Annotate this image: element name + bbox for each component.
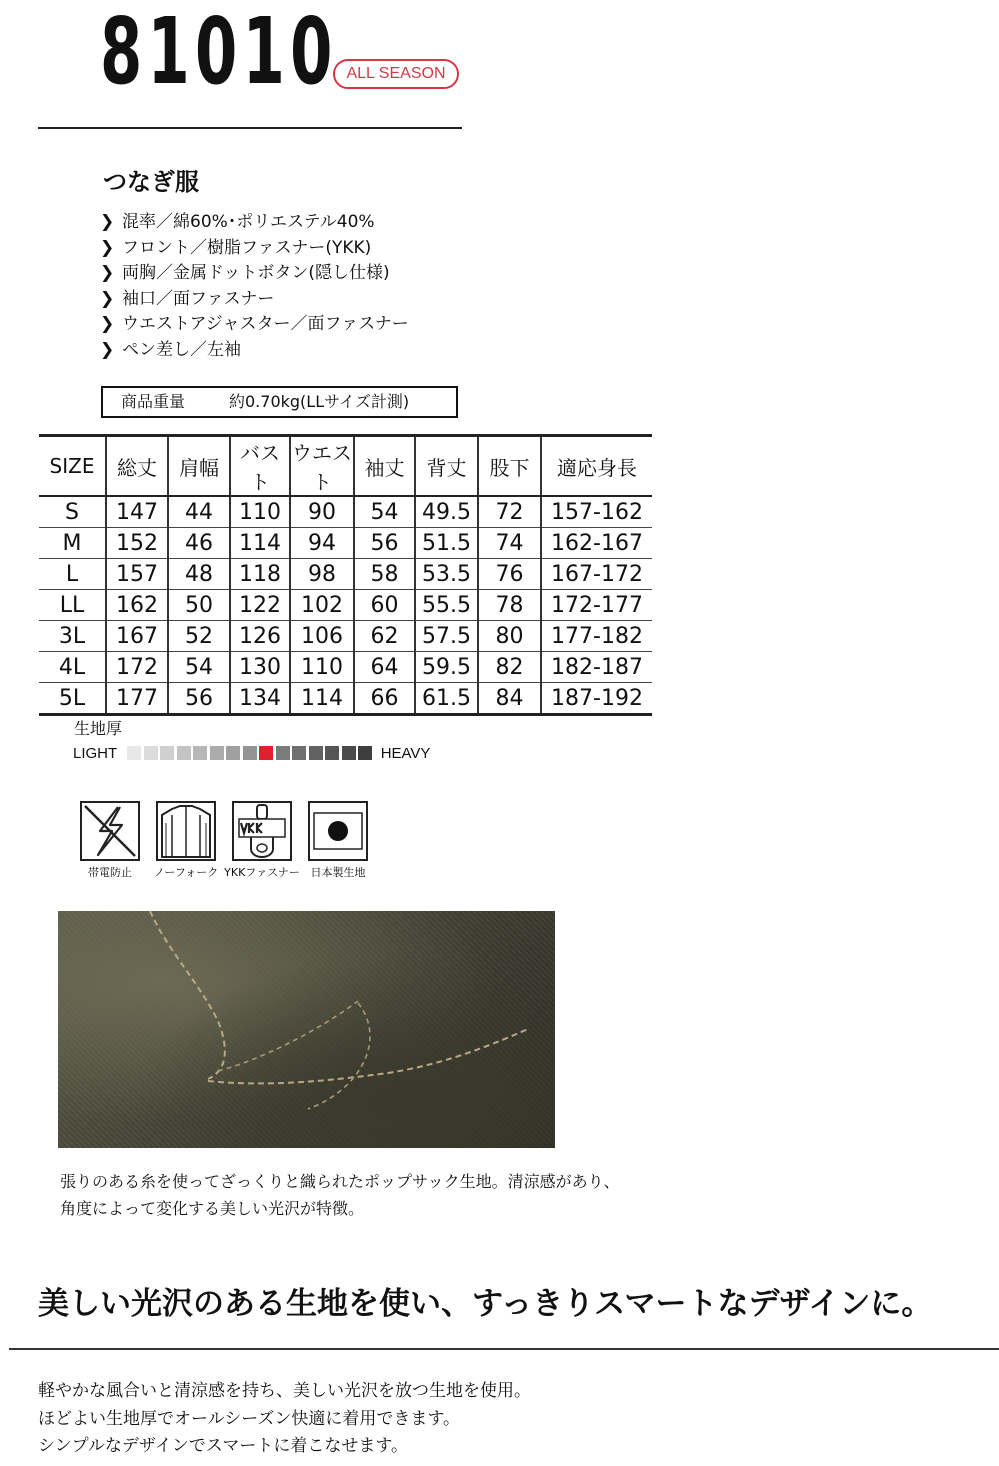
table-cell: 57.5 <box>415 621 478 652</box>
table-cell: 66 <box>354 683 415 715</box>
table-cell: 126 <box>230 621 290 652</box>
thickness-scale <box>73 744 430 762</box>
table-cell: 54 <box>354 496 415 528</box>
feature-caption: 帯電防止 <box>88 866 132 879</box>
spec-item: ❯ 両胸／金属ドットボタン(隠し仕様) <box>100 261 409 287</box>
table-cell: 54 <box>168 652 230 683</box>
spec-item: ❯ ペン差し／左袖 <box>100 338 409 364</box>
thickness-segment <box>193 746 207 760</box>
table-row <box>39 559 652 590</box>
table-cell: 94 <box>290 528 354 559</box>
thickness-segment <box>177 746 191 760</box>
chevron-right-icon: ❯ <box>100 339 115 360</box>
thickness-segment <box>127 746 141 760</box>
table-cell: 59.5 <box>415 652 478 683</box>
table-header-cell: 総丈 <box>106 436 168 497</box>
thickness-segment <box>342 746 356 760</box>
thickness-segment <box>292 746 306 760</box>
table-cell: 167 <box>106 621 168 652</box>
table-cell: 76 <box>478 559 541 590</box>
table-cell: 48 <box>168 559 230 590</box>
table-cell: 56 <box>354 528 415 559</box>
table-row <box>39 496 652 528</box>
table-cell: 147 <box>106 496 168 528</box>
description: 軽やかな風合いと清涼感を持ち、美しい光沢を放つ生地を使用。 ほどよい生地厚でオールシーズン快適に着用できます。 シンプルなデザインでスマートに着こなせます。 <box>38 1381 531 1456</box>
feature-antistatic <box>72 801 148 880</box>
feature-caption: 日本製生地 <box>310 866 366 879</box>
table-header-cell: バスト <box>230 436 290 497</box>
size-table <box>39 434 652 716</box>
no-fork-icon <box>156 801 216 861</box>
table-cell: 82 <box>478 652 541 683</box>
table-cell: 177 <box>106 683 168 715</box>
chevron-right-icon: ❯ <box>100 212 115 232</box>
table-cell: 60 <box>354 590 415 621</box>
feature-ykk <box>224 801 300 880</box>
fabric-stitching <box>58 911 555 1148</box>
table-cell: 118 <box>230 559 290 590</box>
table-header-cell: 適応身長 <box>541 436 652 497</box>
antistatic-icon <box>80 801 140 861</box>
table-cell: 114 <box>290 683 354 715</box>
table-cell: 130 <box>230 652 290 683</box>
thickness-segment <box>144 746 158 760</box>
fabric-caption: 張りのある糸を使ってざっくりと織られたポップサック生地。清涼感があり、 角度によって変化する美しい光沢が特徴。 <box>60 1172 620 1218</box>
thickness-segment <box>160 746 174 760</box>
table-cell: M <box>39 528 106 559</box>
table-cell: 162 <box>106 590 168 621</box>
spec-list <box>100 210 409 364</box>
table-cell: 84 <box>478 683 541 715</box>
product-title: つなぎ服 <box>103 168 199 196</box>
table-cell: 102 <box>290 590 354 621</box>
table-cell: L <box>39 559 106 590</box>
table-cell: 90 <box>290 496 354 528</box>
table-header-cell: 袖丈 <box>354 436 415 497</box>
table-cell: 182-187 <box>541 652 652 683</box>
table-cell: 61.5 <box>415 683 478 715</box>
spec-item: ❯ ウエストアジャスター／面ファスナー <box>100 312 409 338</box>
table-cell: 62 <box>354 621 415 652</box>
table-cell: 134 <box>230 683 290 715</box>
chevron-right-icon: ❯ <box>100 263 115 284</box>
table-cell: 110 <box>290 652 354 683</box>
thickness-segment <box>259 746 273 760</box>
table-cell: 4L <box>39 652 106 683</box>
thickness-label: 生地厚 <box>74 719 123 738</box>
table-row <box>39 621 652 652</box>
fabric-photo <box>58 911 555 1148</box>
thickness-bars <box>127 746 375 760</box>
table-cell: 114 <box>230 528 290 559</box>
table-cell: 110 <box>230 496 290 528</box>
table-cell: 52 <box>168 621 230 652</box>
table-cell: 72 <box>478 496 541 528</box>
table-row <box>39 652 652 683</box>
feature-caption: YKKファスナー <box>224 866 300 879</box>
table-cell: 51.5 <box>415 528 478 559</box>
table-cell: 122 <box>230 590 290 621</box>
table-cell: 80 <box>478 621 541 652</box>
light-label: LIGHT <box>73 744 118 762</box>
divider <box>38 127 462 129</box>
table-cell: 3L <box>39 621 106 652</box>
weight-value: 約0.70kg(LLサイズ計測) <box>229 392 410 411</box>
table-row <box>39 683 652 715</box>
thickness-segment <box>325 746 339 760</box>
feature-icons <box>72 801 376 880</box>
table-cell: 58 <box>354 559 415 590</box>
table-cell: 50 <box>168 590 230 621</box>
spec-item: ❯ 袖口／面ファスナー <box>100 287 409 313</box>
table-header-cell: ウエスト <box>290 436 354 497</box>
table-cell: 49.5 <box>415 496 478 528</box>
table-header-cell: 背丈 <box>415 436 478 497</box>
table-cell: 55.5 <box>415 590 478 621</box>
table-header-cell: 股下 <box>478 436 541 497</box>
ykk-zipper-icon <box>232 801 292 861</box>
thickness-segment <box>210 746 224 760</box>
table-cell: 74 <box>478 528 541 559</box>
weight-label: 商品重量 <box>121 392 186 411</box>
divider <box>9 1348 999 1350</box>
table-cell: 152 <box>106 528 168 559</box>
table-cell: 172 <box>106 652 168 683</box>
heavy-label: HEAVY <box>380 744 431 762</box>
table-cell: 44 <box>168 496 230 528</box>
spec-item: ❯ フロント／樹脂ファスナー(YKK) <box>100 236 409 262</box>
table-header-row <box>39 436 652 497</box>
table-cell: 53.5 <box>415 559 478 590</box>
table-header-cell: 肩幅 <box>168 436 230 497</box>
season-badge: ALL SEASON <box>333 59 459 89</box>
thickness-segment <box>243 746 257 760</box>
table-cell: LL <box>39 590 106 621</box>
model-number: 81010 <box>100 0 338 105</box>
thickness-segment <box>276 746 290 760</box>
feature-caption: ノーフォーク <box>153 866 219 879</box>
chevron-right-icon: ❯ <box>100 288 115 309</box>
feature-japan-fabric <box>300 801 376 880</box>
table-cell: 177-182 <box>541 621 652 652</box>
table-cell: 167-172 <box>541 559 652 590</box>
table-cell: 56 <box>168 683 230 715</box>
japan-flag-icon <box>308 801 368 861</box>
table-cell: 64 <box>354 652 415 683</box>
feature-no-fork <box>148 801 224 880</box>
table-cell: 172-177 <box>541 590 652 621</box>
spec-item: ❯ 混率／綿60%･ポリエステル40% <box>100 210 409 236</box>
table-row <box>39 590 652 621</box>
headline: 美しい光沢のある生地を使い、すっきりスマートなデザインに。 <box>38 1286 933 1322</box>
table-cell: 106 <box>290 621 354 652</box>
table-header-cell: SIZE <box>39 436 106 497</box>
chevron-right-icon: ❯ <box>100 237 115 258</box>
thickness-segment <box>226 746 240 760</box>
table-cell: 162-167 <box>541 528 652 559</box>
table-cell: 98 <box>290 559 354 590</box>
table-cell: S <box>39 496 106 528</box>
table-cell: 157 <box>106 559 168 590</box>
thickness-segment <box>358 746 372 760</box>
table-cell: 78 <box>478 590 541 621</box>
table-row <box>39 528 652 559</box>
table-cell: 46 <box>168 528 230 559</box>
table-cell: 157-162 <box>541 496 652 528</box>
table-cell: 5L <box>39 683 106 715</box>
weight-box <box>101 386 458 418</box>
chevron-right-icon: ❯ <box>100 314 115 335</box>
thickness-segment <box>309 746 323 760</box>
table-cell: 187-192 <box>541 683 652 715</box>
